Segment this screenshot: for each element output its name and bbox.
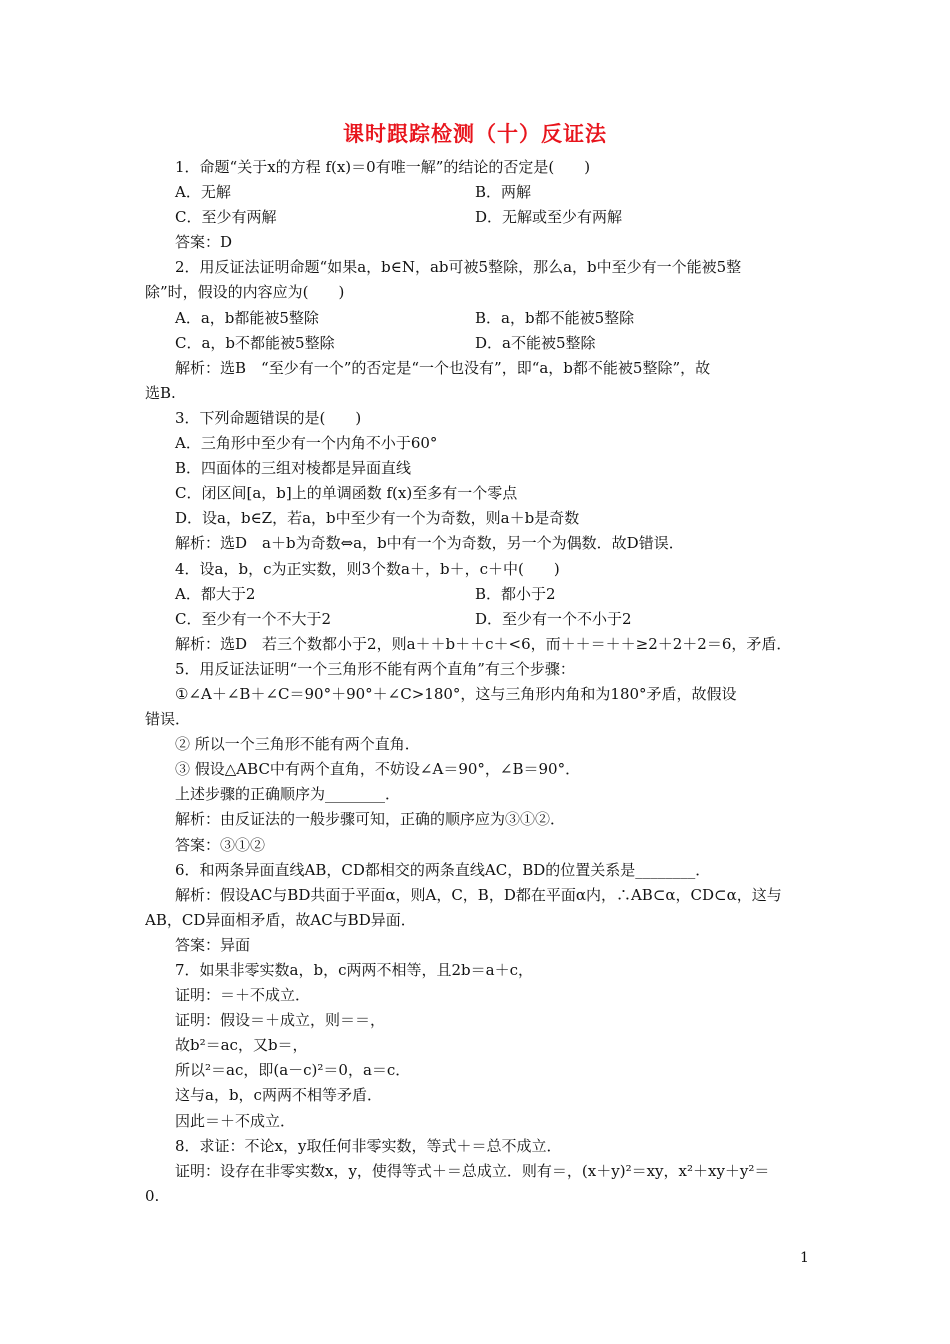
q3-analysis: 解析：选D a＋b为奇数⇔a，b中有一个为奇数，另一个为偶数．故D错误． (175, 534, 684, 553)
q5-question: 上述步骤的正确顺序为________． (175, 785, 401, 804)
q2-options-row-2 (145, 331, 810, 356)
q7-claim: 证明：＝＋不成立． (175, 986, 311, 1005)
q1-options-row-1 (145, 180, 810, 205)
q8-proof-line-1: 证明：设存在非零实数x，y，使得等式＋＝总成立．则有＝，(x＋y)²＝xy，x²＋xy＋y²＝ (175, 1161, 770, 1180)
q1-option-d: D．无解或至少有两解 (475, 208, 623, 227)
q3-option-a: A．三角形中至少有一个内角不小于60° (175, 434, 438, 453)
q2-analysis-line-2: 选B. (145, 383, 176, 402)
q5-answer: 答案：③①② (175, 835, 266, 854)
q6-analysis-line-2: AB，CD异面相矛盾，故AC与BD异面． (145, 910, 416, 929)
q5-analysis: 解析：由反证法的一般步骤可知，正确的顺序应为③①②． (175, 810, 566, 829)
q2-option-c: C．a，b不都能被5整除 (175, 333, 335, 352)
q4-options-row-1 (145, 582, 810, 607)
q7-proof-line-4: 这与a，b，c两两不相等矛盾． (175, 1086, 382, 1105)
q4-option-b: B．都小于2 (475, 584, 556, 603)
q1-stem: 1．命题“关于x的方程 f(x)＝0有唯一解”的结论的否定是( ) (175, 158, 591, 176)
page-number: 1 (800, 1250, 809, 1266)
q2-stem-line-2: 除”时，假设的内容应为( ) (145, 283, 345, 302)
q7-proof-line-2: 故b²＝ac，又b＝， (175, 1036, 308, 1055)
q1-option-b: B．两解 (475, 183, 532, 202)
q5-step-2: ② 所以一个三角形不能有两个直角． (175, 735, 420, 754)
q4-option-d: D．至少有一个不小于2 (475, 609, 632, 628)
q4-option-a: A．都大于2 (175, 584, 256, 603)
q2-analysis-line-1: 解析：选B “至少有一个”的否定是“一个也没有”，即“a，b都不能被5整除”，故 (175, 358, 711, 377)
q5-step-3: ③ 假设△ABC中有两个直角，不妨设∠A＝90°，∠B＝90°． (175, 760, 581, 779)
q2-option-d: D．a不能被5整除 (475, 333, 596, 352)
q1-option-a: A．无解 (175, 183, 231, 202)
q5-step-1-line-2: 错误． (145, 710, 191, 729)
q3-option-d: D．设a，b∈Z，若a，b中至少有一个为奇数，则a＋b是奇数 (175, 509, 580, 528)
q2-options-row-1 (145, 306, 810, 331)
q7-proof-line-3: 所以²＝ac，即(a－c)²＝0，a＝c． (175, 1061, 411, 1080)
q5-stem: 5．用反证法证明“一个三角形不能有两个直角”有三个步骤： (175, 659, 575, 678)
q1-answer: 答案：D (175, 233, 233, 252)
q7-proof-line-5: 因此＝＋不成立． (175, 1111, 296, 1130)
q4-analysis: 解析：选D 若三个数都小于2，则a＋＋b＋＋c＋<6，而＋＋＝＋＋≥2＋2＋2＝6，矛盾． (175, 634, 792, 653)
q2-option-b: B．a，b都不能被5整除 (475, 308, 635, 327)
q3-option-c: C．闭区间[a，b]上的单调函数 f(x)至多有一个零点 (175, 484, 518, 503)
q4-option-c: C．至少有一个不大于2 (175, 609, 332, 628)
page-title: 课时跟踪检测（十）反证法 (343, 122, 607, 146)
q3-option-b: B．四面体的三组对棱都是异面直线 (175, 459, 412, 478)
q1-option-c: C．至少有两解 (175, 208, 277, 227)
q4-options-row-2 (145, 607, 810, 632)
q2-stem-line-1: 2．用反证法证明命题“如果a，b∈N，ab可被5整除，那么a，b中至少有一个能被5整 (175, 258, 742, 277)
q7-stem: 7．如果非零实数a，b，c两两不相等，且2b＝a＋c， (175, 961, 533, 979)
q6-answer: 答案：异面 (175, 935, 251, 954)
q1-options-row-2 (145, 205, 810, 230)
document-body (145, 155, 810, 1209)
q7-proof-line-1: 证明：假设＝＋成立，则＝＝， (175, 1011, 386, 1030)
q6-stem: 6．和两条异面直线AB，CD都相交的两条直线AC，BD的位置关系是________． (175, 860, 711, 879)
q8-stem: 8．求证：不论x，y取任何非零实数，等式＋＝总不成立． (175, 1136, 562, 1155)
q6-analysis-line-1: 解析：假设AC与BD共面于平面α，则A，C，B，D都在平面α内，∴AB⊂α，CD⊂α，这与 (175, 885, 782, 904)
q5-step-1-line-1: ①∠A＋∠B＋∠C＝90°＋90°＋∠C>180°，这与三角形内角和为180°矛盾，故假设 (175, 684, 737, 703)
q3-stem: 3．下列命题错误的是( ) (175, 408, 362, 427)
q2-option-a: A．a，b都能被5整除 (175, 308, 319, 327)
q8-proof-line-2: 0. (145, 1186, 160, 1205)
q4-stem: 4．设a，b，c为正实数，则3个数a＋，b＋，c＋中( ) (175, 559, 560, 578)
